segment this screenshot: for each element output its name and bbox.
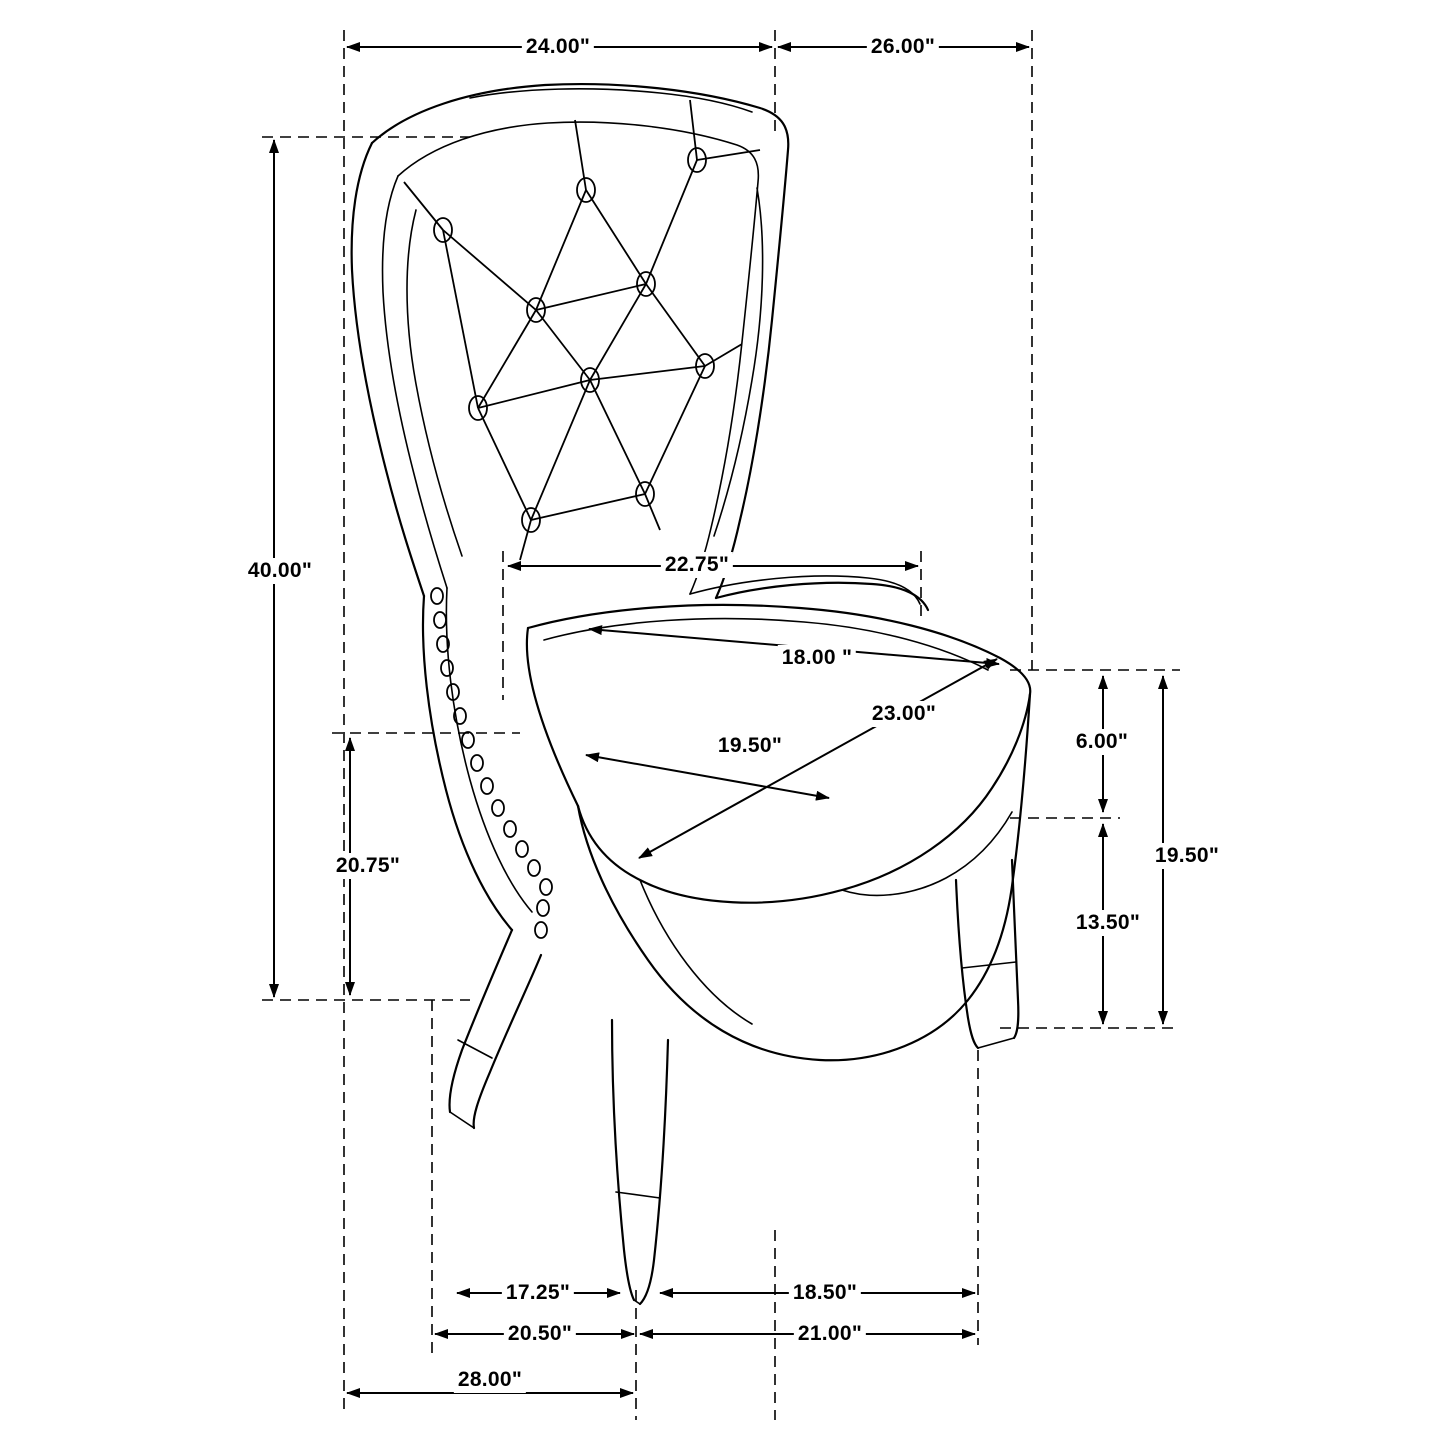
dim-label-front-leg-right: 18.50" bbox=[789, 1280, 861, 1306]
dim-label-front-leg-left: 17.25" bbox=[502, 1280, 574, 1306]
dim-label-top-right-width: 26.00" bbox=[867, 34, 939, 60]
dim-label-arm-height: 20.75" bbox=[332, 853, 404, 879]
dim-label-base-left: 20.50" bbox=[504, 1321, 576, 1347]
dim-label-seat-depth-diagonal: 18.00 " bbox=[778, 645, 856, 671]
dim-label-seat-width-diagonal: 23.00" bbox=[868, 701, 940, 727]
dim-label-overall-depth: 28.00" bbox=[454, 1367, 526, 1393]
dim-label-top-left-width: 24.00" bbox=[522, 34, 594, 60]
dim-label-seat-total-height: 19.50" bbox=[1151, 843, 1223, 869]
dim-label-base-right: 21.00" bbox=[794, 1321, 866, 1347]
dim-label-seat-diagonal: 19.50" bbox=[714, 733, 786, 759]
dim-label-seat-back-width: 22.75" bbox=[661, 552, 733, 578]
dim-label-overall-height: 40.00" bbox=[244, 558, 316, 584]
dim-label-seat-height: 13.50" bbox=[1072, 910, 1144, 936]
dim-label-seat-cushion-height: 6.00" bbox=[1072, 729, 1132, 755]
